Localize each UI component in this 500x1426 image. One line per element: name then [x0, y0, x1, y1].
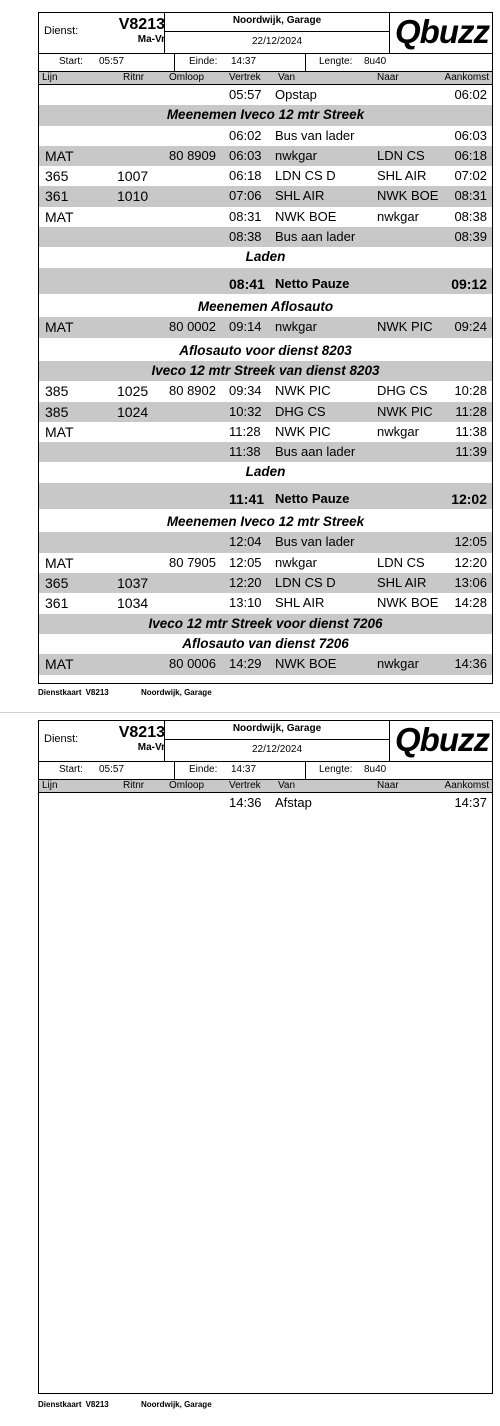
trip-row — [39, 593, 492, 613]
trip-row — [39, 402, 492, 422]
col-aankomst: Aankomst — [444, 72, 489, 83]
note-row — [39, 361, 492, 381]
col-omloop: Omloop — [169, 72, 205, 83]
note-text: Meenemen Aflosauto — [197, 299, 334, 315]
note-row — [39, 614, 492, 634]
trip-row — [39, 166, 492, 186]
cell-lijn: MAT — [45, 147, 74, 164]
trip-row — [39, 654, 492, 674]
lengte-label: Lengte: — [319, 56, 353, 67]
cell-lijn: MAT — [45, 319, 74, 336]
cell-van: NWK PIC — [275, 423, 331, 439]
col-omloop: Omloop — [169, 780, 205, 791]
trip-row — [39, 422, 492, 442]
cell-lijn: 385 — [45, 383, 69, 400]
footer-location: Noordwijk, Garage — [140, 1400, 212, 1409]
col-van: Van — [278, 72, 296, 83]
cell-vertrek: 08:31 — [229, 208, 262, 224]
note-row — [39, 247, 492, 267]
cell-omloop: 80 7905 — [169, 554, 216, 570]
cell-aankomst: 14:37 — [454, 795, 487, 810]
header — [39, 721, 492, 762]
cell-aankomst: 08:31 — [454, 188, 487, 204]
cell-vertrek: 11:38 — [229, 444, 261, 460]
qbuzz-logo: Qbuzz — [395, 13, 489, 50]
note-row — [39, 462, 492, 482]
note-text: Aflosauto voor dienst 8203 — [179, 342, 352, 358]
cell-aankomst: 07:02 — [454, 168, 487, 184]
trip-row — [39, 317, 492, 337]
note-text: Laden — [245, 464, 286, 480]
cell-naar: DHG CS — [377, 383, 428, 399]
pause-row — [39, 488, 492, 509]
cell-van: Opstap — [275, 87, 317, 102]
cell-naar: NWK BOE — [377, 188, 439, 204]
cell-aankomst: 13:06 — [454, 575, 487, 591]
cell-vertrek: 13:10 — [229, 595, 262, 611]
trip-row — [39, 532, 492, 552]
cell-omloop: 80 8902 — [169, 383, 216, 399]
trip-row — [39, 573, 492, 593]
cell-aankomst: 12:05 — [454, 534, 487, 550]
cell-aankomst: 11:38 — [455, 423, 487, 439]
cell-naar: nwkgar — [377, 656, 419, 672]
pause-start: 11:41 — [229, 490, 265, 507]
footer-code: V8213 — [85, 1400, 109, 1409]
note-text: Laden — [245, 249, 286, 265]
cell-lijn: 361 — [45, 188, 69, 205]
trip-row — [39, 442, 492, 462]
cell-aankomst: 12:20 — [454, 554, 487, 570]
cell-aankomst: 14:28 — [454, 595, 487, 611]
date: 22/12/2024 — [251, 36, 303, 47]
cell-van: SHL AIR — [275, 595, 325, 611]
lengte-value: 8u40 — [364, 764, 387, 775]
dienst-code: V8213 — [118, 724, 165, 741]
column-headers — [39, 780, 492, 793]
col-van: Van — [278, 780, 296, 791]
col-naar: Naar — [377, 72, 399, 83]
footer — [38, 1400, 236, 1409]
note-text: Meenemen Iveco 12 mtr Streek — [166, 514, 365, 530]
cell-vertrek: 09:14 — [229, 319, 262, 335]
pause-label: Netto Pauze — [275, 490, 350, 506]
dienst-days: Ma-Vr — [137, 742, 165, 753]
cell-aankomst: 14:36 — [454, 656, 487, 672]
cell-aankomst: 11:39 — [455, 444, 487, 460]
note-text: Iveco 12 mtr Streek van dienst 8203 — [151, 362, 380, 378]
note-row — [39, 634, 492, 654]
lengte-value: 8u40 — [364, 56, 387, 67]
times-bar — [39, 54, 492, 72]
cell-ritnr: 1037 — [117, 575, 149, 592]
cell-van: Bus van lader — [275, 127, 355, 143]
einde-time: 14:37 — [231, 764, 257, 775]
col-ritnr: Ritnr — [123, 72, 145, 83]
cell-van: nwkgar — [275, 554, 317, 570]
note-row — [39, 341, 492, 361]
note-row — [39, 512, 492, 532]
cell-vertrek: 14:29 — [229, 656, 262, 672]
cell-ritnr: 1024 — [117, 403, 149, 420]
cell-naar: NWK PIC — [377, 319, 433, 335]
pause-label: Netto Pauze — [275, 275, 350, 291]
trip-row — [39, 207, 492, 227]
cell-omloop: 80 0002 — [169, 319, 216, 335]
cell-aankomst: 11:28 — [455, 403, 487, 419]
dienst-days: Ma-Vr — [137, 34, 165, 45]
cell-van: LDN CS D — [275, 575, 336, 591]
cell-van: nwkgar — [275, 319, 317, 335]
pause-end: 12:02 — [451, 490, 487, 507]
qbuzz-logo: Qbuzz — [395, 721, 489, 758]
cell-vertrek: 06:18 — [229, 168, 262, 184]
column-headers — [39, 72, 492, 85]
cell-naar: LDN CS — [377, 147, 425, 163]
cell-naar: SHL AIR — [377, 575, 427, 591]
dienstkaart-frame — [38, 720, 493, 1394]
cell-naar: NWK BOE — [377, 595, 439, 611]
note-row — [39, 105, 492, 125]
cell-van: NWK BOE — [275, 208, 337, 224]
cell-van: SHL AIR — [275, 188, 325, 204]
col-ritnr: Ritnr — [123, 780, 145, 791]
date: 22/12/2024 — [251, 744, 303, 755]
col-vertrek: Vertrek — [229, 780, 261, 791]
cell-naar: NWK PIC — [377, 403, 433, 419]
cell-vertrek: 10:32 — [229, 403, 262, 419]
col-lijn: Lijn — [42, 780, 58, 791]
footer-location: Noordwijk, Garage — [140, 688, 212, 697]
cell-vertrek: 06:02 — [229, 127, 262, 143]
cell-omloop: 80 0006 — [169, 656, 216, 672]
trip-row — [39, 553, 492, 573]
note-text: Meenemen Iveco 12 mtr Streek — [166, 107, 365, 123]
start-time: 05:57 — [99, 56, 125, 67]
col-lijn: Lijn — [42, 72, 58, 83]
cell-lijn: MAT — [45, 423, 74, 440]
cell-lijn: 361 — [45, 595, 69, 612]
cell-lijn: 365 — [45, 575, 69, 592]
cell-lijn: MAT — [45, 208, 74, 225]
cell-vertrek: 05:57 — [229, 87, 262, 102]
col-naar: Naar — [377, 780, 399, 791]
cell-lijn: MAT — [45, 554, 74, 571]
cell-aankomst: 06:03 — [454, 127, 487, 143]
dienst-label: Dienst: — [44, 25, 79, 37]
trip-row — [39, 126, 492, 146]
cell-van: NWK BOE — [275, 656, 337, 672]
cell-van: Afstap — [275, 795, 312, 810]
cell-lijn: 365 — [45, 168, 69, 185]
header — [39, 13, 492, 54]
pause-end: 09:12 — [451, 275, 487, 292]
cell-van: DHG CS — [275, 403, 326, 419]
cell-lijn: MAT — [45, 656, 74, 673]
trip-row — [39, 186, 492, 206]
cell-aankomst: 06:02 — [454, 87, 487, 102]
location: Noordwijk, Garage — [165, 13, 389, 32]
dienst-code: V8213 — [118, 16, 165, 33]
cell-aankomst: 09:24 — [454, 319, 487, 335]
einde-label: Einde: — [189, 56, 218, 67]
cell-van: Bus aan lader — [275, 444, 356, 460]
location: Noordwijk, Garage — [165, 721, 389, 740]
trip-row — [39, 146, 492, 166]
cell-vertrek: 09:34 — [229, 383, 262, 399]
cell-vertrek: 12:04 — [229, 534, 262, 550]
pause-row — [39, 273, 492, 294]
cell-vertrek: 11:28 — [229, 423, 261, 439]
dienstkaart-frame — [38, 12, 493, 684]
cell-ritnr: 1034 — [117, 595, 149, 612]
cell-ritnr: 1010 — [117, 188, 149, 205]
note-text: Aflosauto van dienst 7206 — [182, 635, 349, 651]
trip-row — [39, 85, 492, 105]
trip-row — [39, 793, 492, 813]
pause-start: 08:41 — [229, 275, 265, 292]
cell-naar: nwkgar — [377, 208, 419, 224]
cell-ritnr: 1007 — [117, 168, 149, 185]
cell-lijn: 385 — [45, 403, 69, 420]
footer-code: V8213 — [85, 688, 109, 697]
cell-naar: nwkgar — [377, 423, 419, 439]
cell-aankomst: 08:38 — [454, 208, 487, 224]
start-label: Start: — [59, 764, 83, 775]
schedule-rows — [39, 85, 492, 675]
cell-van: nwkgar — [275, 147, 317, 163]
cell-aankomst: 08:39 — [454, 229, 487, 245]
cell-aankomst: 10:28 — [454, 383, 487, 399]
note-text: Iveco 12 mtr Streek voor dienst 7206 — [148, 615, 383, 631]
cell-vertrek: 14:36 — [229, 795, 262, 810]
lengte-label: Lengte: — [319, 764, 353, 775]
einde-time: 14:37 — [231, 56, 257, 67]
schedule-rows — [39, 793, 492, 813]
cell-ritnr: 1025 — [117, 383, 149, 400]
cell-van: Bus aan lader — [275, 229, 356, 245]
footer-label: Dienstkaart — [38, 688, 82, 697]
trip-row — [39, 227, 492, 247]
col-vertrek: Vertrek — [229, 72, 261, 83]
cell-omloop: 80 8909 — [169, 147, 216, 163]
einde-label: Einde: — [189, 764, 218, 775]
note-row — [39, 297, 492, 317]
col-aankomst: Aankomst — [444, 780, 489, 791]
cell-van: LDN CS D — [275, 168, 336, 184]
cell-naar: LDN CS — [377, 554, 425, 570]
footer — [38, 688, 236, 697]
cell-vertrek: 12:20 — [229, 575, 262, 591]
cell-vertrek: 08:38 — [229, 229, 262, 245]
start-label: Start: — [59, 56, 83, 67]
dienst-label: Dienst: — [44, 733, 79, 745]
trip-row — [39, 381, 492, 401]
cell-van: Bus van lader — [275, 534, 355, 550]
start-time: 05:57 — [99, 764, 125, 775]
cell-naar: SHL AIR — [377, 168, 427, 184]
cell-vertrek: 12:05 — [229, 554, 262, 570]
cell-van: NWK PIC — [275, 383, 331, 399]
cell-vertrek: 06:03 — [229, 147, 262, 163]
times-bar — [39, 762, 492, 780]
cell-aankomst: 06:18 — [454, 147, 487, 163]
footer-label: Dienstkaart — [38, 1400, 82, 1409]
cell-vertrek: 07:06 — [229, 188, 262, 204]
